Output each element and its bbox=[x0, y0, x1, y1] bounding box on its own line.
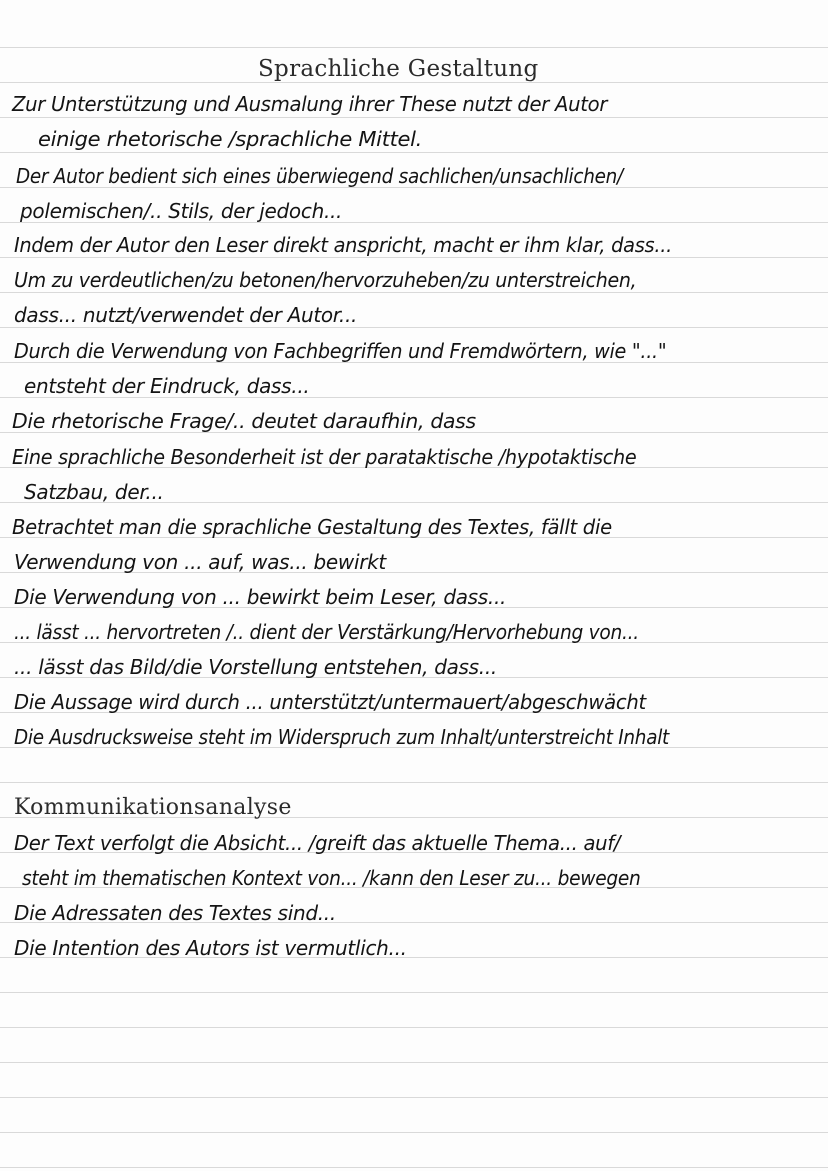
section-title-sprachliche-gestaltung: Sprachliche Gestaltung bbox=[258, 56, 539, 82]
note-line: Die Verwendung von ... bewirkt beim Leser, dass... bbox=[14, 585, 507, 609]
note-line: einige rhetorische /sprachliche Mittel. bbox=[38, 127, 423, 151]
note-line: Eine sprachliche Besonderheit ist der parataktische /hypotaktische bbox=[12, 445, 637, 469]
note-line: Der Autor bedient sich eines überwiegend sachlichen/unsachlichen/ bbox=[16, 164, 623, 188]
note-line: ... lässt ... hervortreten /.. dient der Verstärkung/Hervorhebung von... bbox=[14, 620, 639, 644]
note-line: entsteht der Eindruck, dass... bbox=[24, 374, 310, 398]
note-line: Durch die Verwendung von Fachbegriffen und Fremdwörtern, wie "..." bbox=[14, 339, 667, 363]
note-line: ... lässt das Bild/die Vorstellung entstehen, dass... bbox=[14, 655, 497, 679]
note-line: Der Text verfolgt die Absicht... /greift das aktuelle Thema... auf/ bbox=[14, 831, 621, 855]
note-line: Die rhetorische Frage/.. deutet daraufhin, dass bbox=[12, 409, 476, 433]
note-line: steht im thematischen Kontext von... /kann den Leser zu... bewegen bbox=[22, 866, 641, 890]
note-line: polemischen/.. Stils, der jedoch... bbox=[20, 199, 343, 223]
note-line: dass... nutzt/verwendet der Autor... bbox=[14, 303, 358, 327]
note-line: Zur Unterstützung und Ausmalung ihrer These nutzt der Autor bbox=[12, 92, 608, 116]
section-title-kommunikationsanalyse: Kommunikationsanalyse bbox=[14, 795, 292, 820]
note-line: Verwendung von ... auf, was... bewirkt bbox=[14, 550, 386, 574]
note-line: Die Ausdrucksweise steht im Widerspruch zum Inhalt/unterstreicht Inhalt bbox=[14, 725, 669, 749]
note-line: Um zu verdeutlichen/zu betonen/hervorzuheben/zu unterstreichen, bbox=[14, 268, 637, 292]
note-line: Die Intention des Autors ist vermutlich... bbox=[14, 936, 407, 960]
note-line: Die Adressaten des Textes sind... bbox=[14, 901, 336, 925]
note-line: Indem der Autor den Leser direkt anspricht, macht er ihm klar, dass... bbox=[14, 233, 672, 257]
note-line: Satzbau, der... bbox=[24, 480, 164, 504]
note-line: Betrachtet man die sprachliche Gestaltung des Textes, fällt die bbox=[12, 515, 612, 539]
note-line: Die Aussage wird durch ... unterstützt/untermauert/abgeschwächt bbox=[14, 690, 646, 714]
